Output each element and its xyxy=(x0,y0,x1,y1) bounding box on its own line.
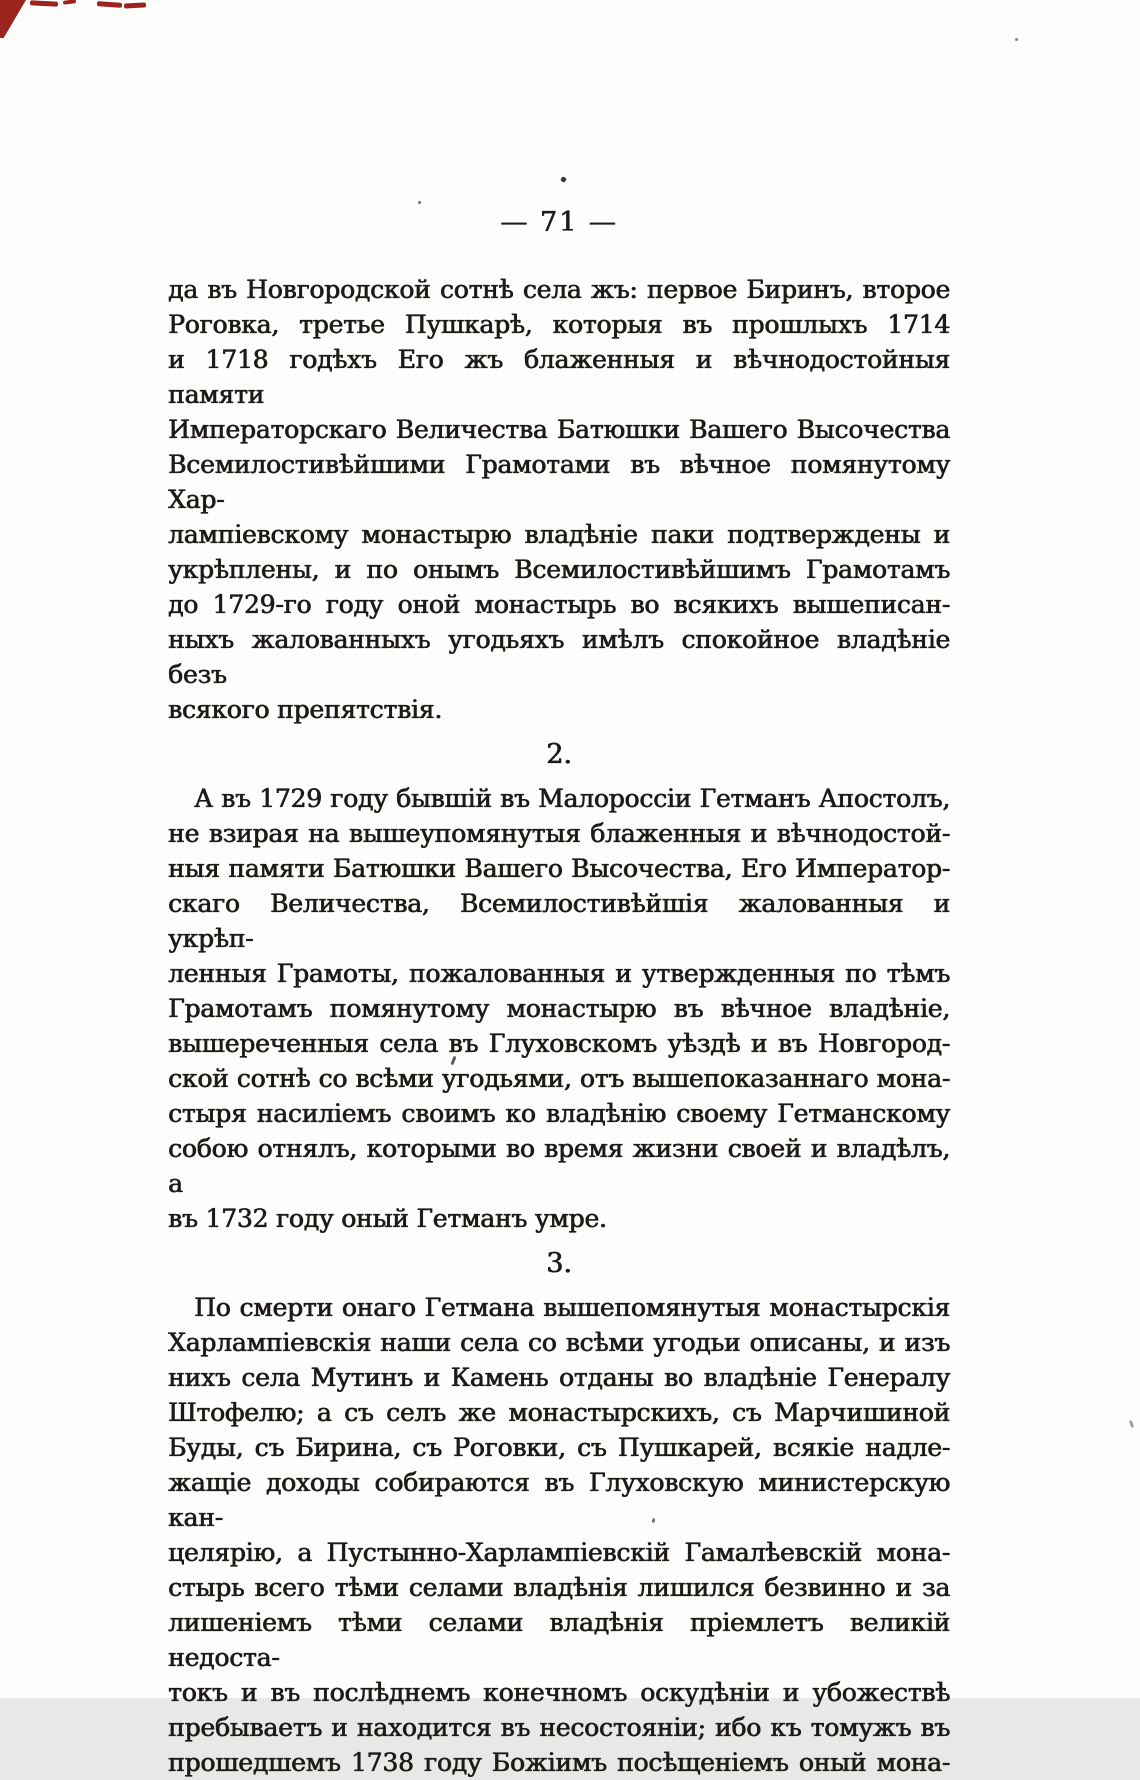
ink-speck xyxy=(418,201,421,204)
text-line: токъ и въ послѣднемъ конечномъ оскудѣніи и убожествѣ xyxy=(168,1678,950,1707)
text-line: А въ 1729 году бывшій въ Малороссіи Гетманъ Апостолъ, xyxy=(194,784,950,813)
text-line: прошедшемъ 1738 году Божіимъ посѣщеніемъ оный мона- xyxy=(168,1748,950,1777)
red-pen-corner-mark xyxy=(0,0,26,38)
text-line: всякого препятствія. xyxy=(168,695,442,724)
text-line: жащіе доходы собираются въ Глуховскую министерскую кан- xyxy=(168,1468,950,1532)
text-line: да въ Новгородской сотнѣ села жъ: первое Биринъ, второе xyxy=(168,275,950,304)
red-pen-stroke xyxy=(30,0,58,6)
text-line: стыря насиліемъ своимъ ко владѣнію своему Гетманскому xyxy=(168,1099,950,1128)
red-pen-stroke xyxy=(63,0,76,5)
ink-speck xyxy=(1129,1420,1135,1429)
text-line: Императорскаго Величества Батюшки Вашего Высочества xyxy=(168,415,950,444)
page-number-header: — 71 — xyxy=(500,207,618,238)
text-line: Роговка, третье Пушкарѣ, которыя въ прошлыхъ 1714 xyxy=(168,310,950,339)
text-line: Грамотамъ помянутому монастырю въ вѣчное владѣніе, xyxy=(168,994,950,1023)
text-line: Штофелю; а съ селъ же монастырскихъ, съ Марчишиной xyxy=(168,1398,950,1427)
text-line: Харлампіевскія наши села со всѣми угодьи описаны, и изъ xyxy=(168,1328,950,1357)
text-line: стырь всего тѣми селами владѣнія лишился безвинно и за xyxy=(168,1573,950,1602)
text-line: целярію, а Пустынно-Харлампіевскій Гамалѣевскій мона- xyxy=(168,1538,950,1567)
text-line: вышереченныя села въ Глуховскомъ уѣздѣ и въ Новгород- xyxy=(168,1029,950,1058)
paragraph xyxy=(168,272,950,727)
text-line: Буды, съ Бирина, съ Роговки, съ Пушкарей, всякіе надле- xyxy=(168,1433,950,1462)
text-line: скаго Величества, Всемилостивѣйшія жалованныя и укрѣп- xyxy=(168,889,950,953)
text-line: до 1729-го году оной монастырь во всякихъ вышеписан- xyxy=(168,590,950,619)
red-pen-stroke xyxy=(97,1,122,8)
text-line: и 1718 годѣхъ Его жъ блаженныя и вѣчнодостойныя памяти xyxy=(168,345,950,409)
text-line: укрѣплены, и по онымъ Всемилостивѣйшимъ Грамотамъ xyxy=(168,555,950,584)
text-line: лишеніемъ тѣми селами владѣнія пріемлетъ великій недоста- xyxy=(168,1608,950,1672)
page-content xyxy=(168,205,950,1780)
text-line: Всемилостивѣйшими Грамотами въ вѣчное помянутому Хар- xyxy=(168,450,950,514)
text-line: ленныя Грамоты, пожалованныя и утвержденныя по тѣмъ xyxy=(168,959,950,988)
text-line: лампіевскому монастырю владѣніе паки подтверждены и xyxy=(168,520,950,549)
text-line: собою отнялъ, которыми во время жизни своей и владѣлъ, а xyxy=(168,1134,950,1198)
text-line: не взирая на вышеупомянутыя блаженныя и вѣчнодостой- xyxy=(168,819,950,848)
paragraph xyxy=(168,781,950,1236)
section-number-heading: 2. xyxy=(546,739,572,770)
red-pen-stroke xyxy=(124,2,146,8)
ink-speck xyxy=(1015,38,1018,41)
text-line: ской сотнѣ со всѣми угодьями, отъ вышепоказаннаго мона- xyxy=(168,1064,950,1093)
text-sections xyxy=(168,272,950,1780)
text-line: нихъ села Мутинъ и Камень отданы во владѣніе Генералу xyxy=(168,1363,950,1392)
section-number-heading: 3. xyxy=(546,1248,572,1279)
paragraph xyxy=(168,1290,950,1780)
text-line: ныя памяти Батюшки Вашего Высочества, Его Император- xyxy=(168,854,950,883)
ink-speck xyxy=(560,176,567,183)
text-line: пребываетъ и находится въ несостояніи; ибо къ томужъ въ xyxy=(168,1713,950,1742)
text-line: По смерти онаго Гетмана вышепомянутыя монастырскія xyxy=(194,1293,950,1322)
text-line: въ 1732 году оный Гетманъ умре. xyxy=(168,1204,607,1233)
text-line: ныхъ жалованныхъ угодьяхъ имѣлъ спокойное владѣніе безъ xyxy=(168,625,950,689)
